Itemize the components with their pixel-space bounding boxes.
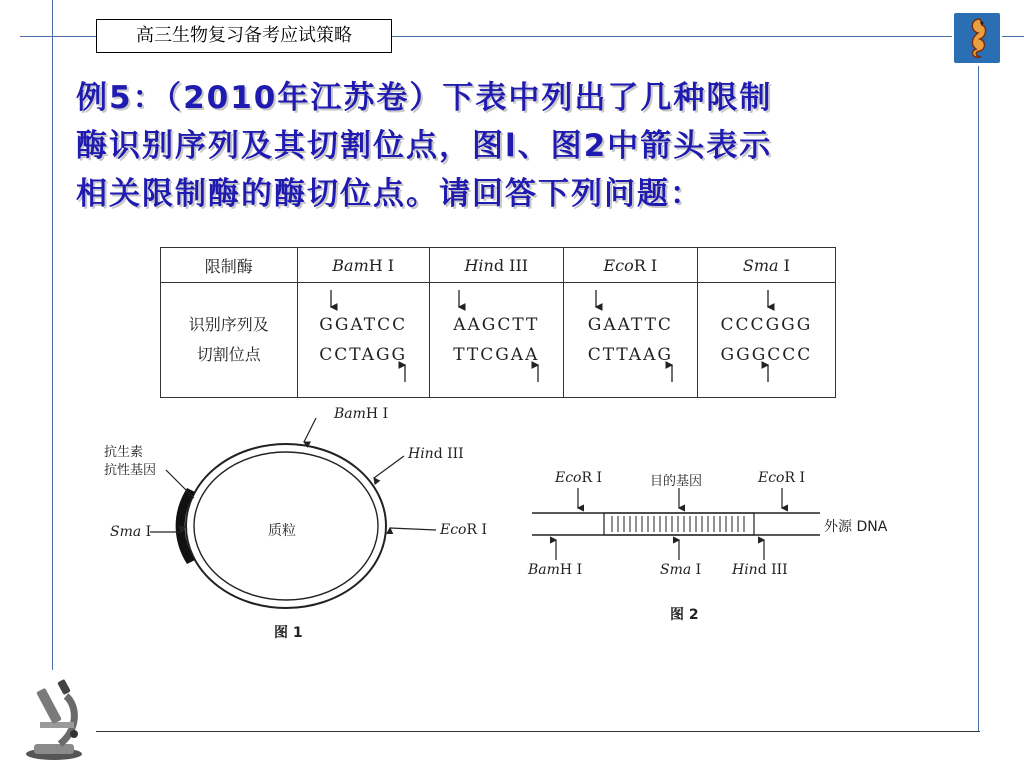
fig2-label-target-gene: 目的基因: [650, 474, 703, 489]
fig1-label-resistance: 抗生素 抗性基因: [104, 445, 157, 478]
fig1-label-ecori: EcoR I: [440, 522, 488, 538]
fig2-label-smai: Sma I: [660, 562, 702, 578]
fig1-caption: 图 1: [274, 625, 303, 641]
fig1-label-hindiii: Hind III: [408, 446, 464, 462]
table-header-hindiii: Hind III: [429, 248, 563, 283]
left-rule: [52, 0, 53, 670]
seahorse-logo-icon: [952, 11, 1002, 65]
seq-top-smai: CCCGGG: [720, 315, 813, 335]
seq-top-bamhi: GGATCC: [319, 315, 408, 335]
question-text: [76, 74, 936, 218]
fig2-label-ecori-left: EcoR I: [555, 470, 603, 486]
figure-area: [78, 240, 958, 650]
question-line-2: 酶识别序列及其切割位点，图l、图2中箭头表示: [76, 128, 773, 164]
table-row-label: 识别序列及 切割位点: [161, 283, 298, 398]
table-header-enzyme: 限制酶: [161, 248, 298, 283]
fig1-label-smai: Sma I: [110, 524, 152, 540]
fig2-dna-diagram: [518, 400, 958, 650]
fig2-label-bamhi: BamH I: [528, 562, 583, 578]
bottom-rule: [96, 731, 980, 732]
fig1-label-bamhi: BamH I: [334, 406, 389, 422]
fig1-label-plasmid: 质粒: [268, 523, 296, 539]
microscope-icon: [14, 674, 100, 764]
seq-top-ecori: GAATTC: [587, 315, 673, 335]
slide-header: 高三生物复习备考应试策略: [96, 19, 392, 53]
question-line-3: 相关限制酶的酶切位点。请回答下列问题：: [76, 176, 703, 212]
fig2-label-foreign-dna: 外源 DNA: [824, 519, 888, 535]
seq-bottom-hindiii: TTCGAA: [453, 345, 540, 365]
fig1-leader-resistance: [166, 470, 194, 498]
fig2-caption: 图 2: [670, 607, 699, 623]
question-line-1: 例5：（2010年江苏卷）下表中列出了几种限制: [76, 80, 773, 116]
fig2-label-ecori-right: EcoR I: [758, 470, 806, 486]
table-header-bamhi: BamH I: [297, 248, 429, 283]
fig2-label-hindiii: Hind III: [732, 562, 788, 578]
seq-bottom-ecori: CTTAAG: [587, 345, 673, 365]
table-header-smai: Sma I: [697, 248, 835, 283]
seq-bottom-smai: GGGCCC: [720, 345, 813, 365]
table-header-ecori: EcoR I: [563, 248, 697, 283]
fig1-arrow-ecori: [390, 528, 436, 530]
seq-top-hindiii: AAGCTT: [453, 315, 540, 335]
fig1-arrow-hindiii: [374, 456, 404, 478]
seq-bottom-bamhi: CCTAGG: [319, 345, 408, 365]
fig1-arrow-bamhi: [304, 418, 316, 442]
right-rule: [978, 66, 979, 732]
